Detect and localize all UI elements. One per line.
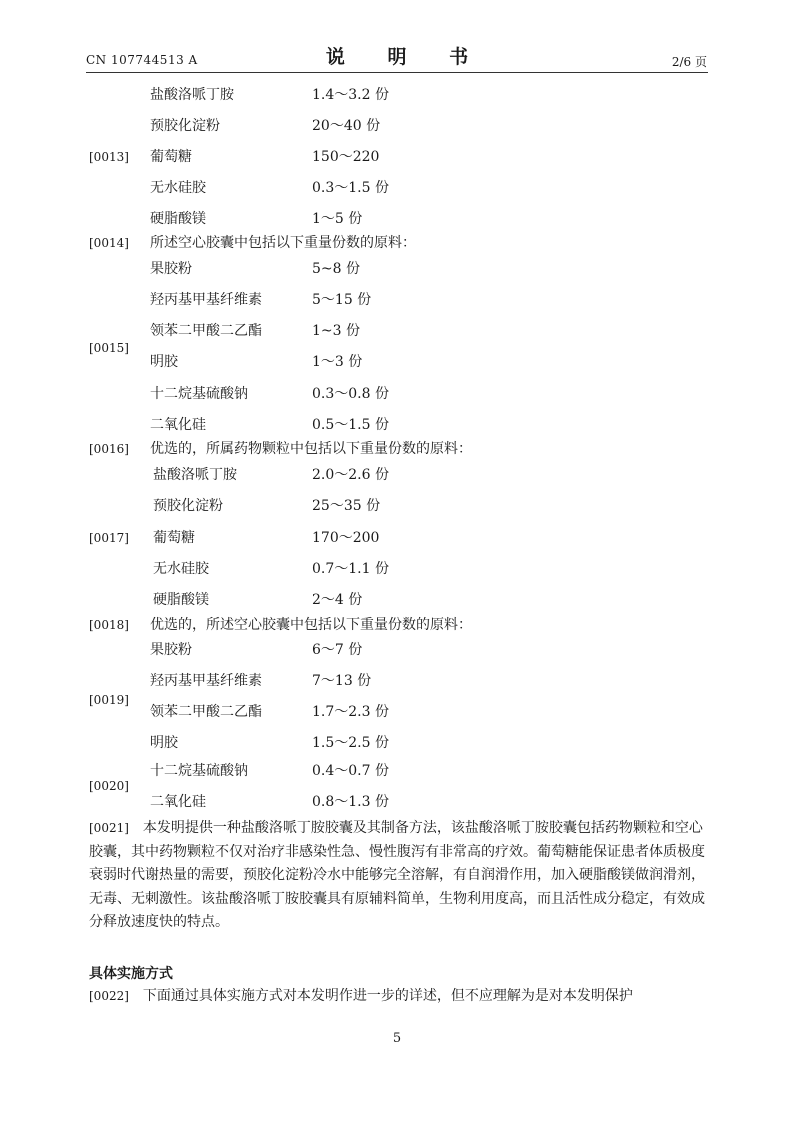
list-item — [0, 116, 620, 136]
ingredient-amount: 1.7～2.3 份 — [312, 704, 389, 720]
ingredient-name: 果胶粉 — [150, 642, 192, 658]
list-item — [0, 85, 620, 105]
paragraph-text: 本发明提供一种盐酸洛哌丁胺胶囊及其制备方法，该盐酸洛哌丁胺胶囊包括药物颗粒和空心胶囊，其中药物颗粒不仅对治疗非感染性急、慢性腹泻有非常高的疗效。葡萄糖能保证患者体质极度衰弱时代谢热量的需要，预胶化淀粉冷水中能够完全溶解，有自润滑作用，加入硬脂酸镁做润滑剂，无毒、无刺激性。该盐酸洛哌丁胺胶囊具有原辅料简单，生物利用度高，而且活性成分稳定，有效成分释放速度快的特点。 — [89, 820, 705, 930]
page-title: 说 明 书 — [325, 46, 487, 68]
ingredient-name: 葡萄糖 — [150, 149, 192, 165]
ingredient-name: 无水硅胶 — [150, 180, 206, 196]
ingredient-amount: 7～13 份 — [312, 673, 372, 689]
ingredient-name: 果胶粉 — [150, 261, 192, 277]
ingredient-name: 硬脂酸镁 — [153, 592, 209, 608]
list-item — [0, 233, 620, 253]
ingredient-amount: 25～35 份 — [312, 498, 381, 514]
list-item — [0, 290, 620, 310]
ingredient-amount: 5~8 份 — [312, 261, 360, 277]
list-item — [0, 415, 620, 435]
ingredient-name: 预胶化淀粉 — [153, 498, 223, 514]
ingredient-amount: 5～15 份 — [312, 292, 372, 308]
ingredient-name: 明胶 — [150, 735, 178, 751]
list-item — [0, 590, 620, 610]
ingredient-name: 葡萄糖 — [153, 530, 195, 546]
list-item — [0, 465, 620, 485]
paragraph-0022 — [89, 985, 709, 1009]
paragraph-tag: [0017] — [89, 531, 129, 545]
paragraph-tag: [0020] — [89, 779, 129, 793]
paragraph-tag: [0018] — [89, 618, 129, 632]
paragraph-tag: [0016] — [89, 442, 129, 456]
section-heading: 具体实施方式 — [89, 966, 173, 982]
list-item — [0, 792, 620, 812]
list-item — [0, 761, 620, 781]
ingredient-name: 领苯二甲酸二乙酯 — [150, 323, 262, 339]
list-item — [0, 640, 620, 660]
list-item — [0, 147, 620, 167]
ingredient-name: 无水硅胶 — [153, 561, 209, 577]
ingredient-amount: 0.3～0.8 份 — [312, 386, 389, 402]
ingredient-amount: 20～40 份 — [312, 118, 381, 134]
paragraph-tag: [0013] — [89, 150, 129, 164]
list-item — [0, 352, 620, 372]
list-item — [0, 559, 620, 579]
list-item — [0, 496, 620, 516]
page-number: 5 — [392, 1031, 402, 1046]
paragraph-text: 优选的，所述空心胶囊中包括以下重量份数的原料： — [150, 617, 472, 633]
ingredient-amount: 1～3 份 — [312, 354, 363, 370]
ingredient-amount: 170～200 — [312, 530, 380, 546]
ingredient-name: 羟丙基甲基纤维素 — [150, 292, 262, 308]
ingredient-name: 明胶 — [150, 354, 178, 370]
ingredient-name: 羟丙基甲基纤维素 — [150, 673, 262, 689]
ingredient-name: 二氧化硅 — [150, 794, 206, 810]
ingredient-amount: 1.4～3.2 份 — [312, 87, 389, 103]
ingredient-amount: 1～5 份 — [312, 211, 363, 227]
ingredient-name: 领苯二甲酸二乙酯 — [150, 704, 262, 720]
ingredient-amount: 1.5～2.5 份 — [312, 735, 389, 751]
ingredient-amount: 1~3 份 — [312, 323, 360, 339]
paragraph-tag: [0019] — [89, 693, 129, 707]
ingredient-name: 盐酸洛哌丁胺 — [153, 467, 237, 483]
ingredient-name: 十二烷基硫酸钠 — [150, 386, 248, 402]
list-item — [0, 259, 620, 279]
list-item — [0, 209, 620, 229]
ingredient-amount: 6～7 份 — [312, 642, 363, 658]
paragraph-text: 下面通过具体实施方式对本发明作进一步的详述，但不应理解为是对本发明保护 — [142, 988, 633, 1004]
ingredient-name: 十二烷基硫酸钠 — [150, 763, 248, 779]
ingredient-name: 盐酸洛哌丁胺 — [150, 87, 234, 103]
page-indicator: 2/6 页 — [671, 55, 707, 69]
paragraph-text: 所述空心胶囊中包括以下重量份数的原料： — [150, 235, 416, 251]
paragraph-tag: [0015] — [89, 341, 129, 355]
paragraph-text: 优选的，所属药物颗粒中包括以下重量份数的原料： — [150, 441, 472, 457]
paragraph-tag: [0022] — [89, 989, 129, 1003]
list-item — [0, 439, 620, 459]
list-item — [0, 178, 620, 198]
list-item — [0, 384, 620, 404]
list-item — [0, 733, 620, 753]
ingredient-name: 硬脂酸镁 — [150, 211, 206, 227]
header-divider — [86, 72, 708, 73]
ingredient-amount: 150～220 — [312, 149, 380, 165]
list-item — [0, 671, 620, 691]
paragraph-0021 — [89, 817, 709, 935]
paragraph-tag: [0021] — [89, 821, 129, 835]
paragraph-tag: [0014] — [89, 236, 129, 250]
ingredient-amount: 0.7～1.1 份 — [312, 561, 389, 577]
list-item — [0, 528, 620, 548]
ingredient-amount: 0.8～1.3 份 — [312, 794, 389, 810]
document-number: CN 107744513 A — [86, 53, 198, 67]
ingredient-amount: 0.5～1.5 份 — [312, 417, 389, 433]
list-item — [0, 615, 620, 635]
ingredient-amount: 0.3～1.5 份 — [312, 180, 389, 196]
list-item — [0, 702, 620, 722]
ingredient-amount: 2.0～2.6 份 — [312, 467, 389, 483]
ingredient-name: 预胶化淀粉 — [150, 118, 220, 134]
ingredient-name: 二氧化硅 — [150, 417, 206, 433]
ingredient-amount: 0.4～0.7 份 — [312, 763, 389, 779]
ingredient-amount: 2～4 份 — [312, 592, 363, 608]
